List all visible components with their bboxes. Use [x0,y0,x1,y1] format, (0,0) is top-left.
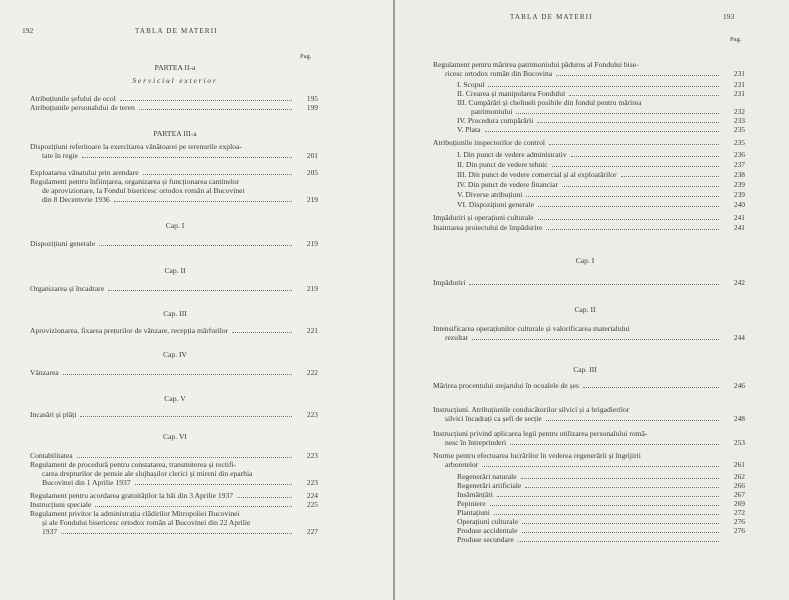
dot-leader [139,109,292,110]
toc-page-number: 232 [733,107,745,116]
dot-leader [522,532,719,533]
toc-entry-text: Insămânțări [457,490,493,499]
toc-entry-text: Regulament pentru acordarea gratuităților la băi din 3 Aprilie 1937 [30,491,234,500]
toc-page-number: 223 [306,451,318,460]
toc-page-number: 221 [306,326,318,335]
toc-entry-text: de aprovizionare, la Fondul bisericesc ortodox român al Bucovinei [42,186,245,195]
dot-leader [61,533,292,534]
toc-entry-text: patrimoniului [471,107,513,116]
dot-leader [549,144,719,145]
toc-entry-text: V. Plata [457,125,481,134]
dot-leader [143,174,292,175]
dot-leader [621,176,719,177]
toc-entry-text: și ale Fondului bisericesc ortodox român al Bucovinei din 22 Aprilie [42,518,251,527]
dot-leader [490,505,719,506]
toc-entry-text: Mărirea procentului stejarului în ocoalele de șes [433,381,579,390]
toc-entry-text: Produse accidentale [457,526,518,535]
dot-leader [108,290,292,291]
toc-entry-text: din 8 Decemvrie 1936 [42,195,110,204]
dot-leader [510,444,719,445]
dot-leader [538,219,719,220]
toc-entry-text: V. Diverse atribuțiuni [457,190,523,199]
toc-page-number: 219 [306,284,318,293]
toc-entry-text: Regenerări naturale [457,472,517,481]
toc-page-number: 231 [733,69,745,78]
toc-entry-text: Plantațiuni [457,508,490,517]
toc-entry-text: Contabilitatea [30,451,73,460]
toc-page-number: 241 [733,213,745,222]
dot-leader [120,100,292,101]
toc-page-number: 195 [306,94,318,103]
toc-page-number: 239 [733,190,745,199]
toc-page-number: 238 [733,170,745,179]
toc-entry-text: tate în regie [42,151,78,160]
chapter-title: Cap. I [165,221,185,230]
toc-entry-text: Regulament privitor la administrația clădirilor Mitropoliei Bucovinei [30,509,240,518]
dot-leader [482,466,719,467]
toc-entry-text: III. Cumpărări și cheltueli posibile din fondul pentru mărirea [457,98,642,107]
toc-entry-text: Dispozițiuni referitoare la exercitarea vânătoarei pe terenurile exploa- [30,142,242,151]
toc-page-number: 231 [733,80,745,89]
toc-entry-text: Pepiniere [457,499,486,508]
toc-page-number: 231 [733,89,745,98]
toc-entry-text: Operațiuni culturale [457,517,518,526]
toc-entry-text: Atribuțiunile șefului de ocol [30,94,116,103]
dot-leader [95,506,292,507]
dot-leader [135,484,292,485]
toc-entry-text: Instrucțiuni speciale [30,500,92,509]
toc-entry-text: Atribuțiunile inspectorilor de control [433,138,545,147]
toc-page-number: 246 [733,381,745,390]
toc-entry-text: arboretelor [445,460,479,469]
chapter-title: Cap. I [575,256,595,265]
dot-leader [232,332,292,333]
toc-entry-text: Intensificarea operațiunilor culturale și valorificarea materialului [433,324,630,333]
toc-entry-text: IV. Din punct de vedere financiar [457,180,559,189]
dot-leader [569,95,719,96]
toc-page-number: 272 [733,508,745,517]
toc-page-number: 222 [306,368,318,377]
toc-page-number: 219 [306,195,318,204]
toc-page-number: 241 [733,223,745,232]
toc-page-number: 201 [306,151,318,160]
toc-page-number: 224 [306,491,318,500]
toc-entry-text: Instrucțiuni privind aplicarea legii pentru utilizarea personalului româ- [433,429,648,438]
dot-leader [485,131,720,132]
toc-entry-text: carea drepturilor de pensie ale slujbașilor clerici și mireni din eparhia [42,469,253,478]
dot-leader [63,374,292,375]
toc-entry-text: Bucovinei din 1 Aprilie 1937 [42,478,131,487]
toc-entry-text: Vânzarea [30,368,59,377]
dot-leader [552,166,719,167]
toc-entry-text: IV. Procedura cumpărării [457,116,534,125]
toc-page-number: 199 [306,103,318,112]
toc-page-number: 236 [733,150,745,159]
toc-entry-text: I. Scopul [457,80,485,89]
chapter-title: Cap. V [164,394,186,403]
toc-entry-text: Regenerări artificiale [457,481,522,490]
toc-entry-text: silvici încadrați ca șefi de secție [445,414,542,423]
chapter-title: Cap. VI [163,432,187,441]
dot-leader [562,186,719,187]
dot-leader [99,245,292,246]
left-page [0,0,393,600]
toc-page-number: 276 [733,526,745,535]
toc-entry-text: Impăduriri [433,278,466,287]
toc-entry-text: II. Din punct de vedere tehnic [457,160,548,169]
chapter-title: Cap. II [164,266,186,275]
dot-leader [469,284,719,285]
toc-page-number: 240 [733,200,745,209]
toc-entry-text: ricesc ortodox român din Bucovina [445,69,553,78]
toc-entry-text: III. Din punct de vedere comercial și al exploatărilor [457,170,617,179]
toc-entry-text: Impăduriri și operațiuni culturale [433,213,534,222]
running-header: TABLA DE MATERII [510,13,593,21]
toc-entry-text: Regulament pentru mărirea patrimoniului păduros al Fondului bise- [433,60,639,69]
dot-leader [494,514,719,515]
page-number: 193 [723,12,735,21]
toc-page-number: 233 [733,116,745,125]
dot-leader [546,420,719,421]
toc-entry-text: Regulament pentru înființarea, organizarea și funcționarea cantinelor [30,177,240,186]
toc-entry-text: Organizarea și încadrare [30,284,105,293]
dot-leader [546,229,719,230]
part-title: PARTEA II-a [154,63,196,72]
dot-leader [82,157,292,158]
toc-entry-text: nesc în întreprinderi [445,438,507,447]
toc-entry-text: Dispozițiuni generale [30,239,96,248]
toc-entry-text: Produse secundare [457,535,514,544]
toc-page-number: 276 [733,517,745,526]
toc-page-number: 269 [733,499,745,508]
running-header: TABLA DE MATERII [135,27,218,35]
toc-page-number: 253 [733,438,745,447]
toc-page-number: 261 [733,460,745,469]
dot-leader [526,196,719,197]
toc-page-number: 235 [733,125,745,134]
toc-entry-text: I. Din punct de vedere administrativ [457,150,567,159]
dot-leader [80,416,292,417]
toc-entry-text: 1937 [42,527,58,536]
toc-entry-text: Regulament de procedură pentru constatarea, transmiterea și rectifi- [30,460,237,469]
chapter-title: Cap. IV [162,350,188,359]
toc-page-number: 235 [733,138,745,147]
pag-label: Pag. [300,53,312,60]
part-title: PARTEA III-a [153,129,197,138]
dot-leader [237,497,292,498]
toc-entry-text: Atribuțiunile personalului de teren [30,103,135,112]
dot-leader [521,478,719,479]
toc-page-number: 239 [733,180,745,189]
dot-leader [522,523,719,524]
dot-leader [583,387,719,388]
toc-entry-text: Inaintarea proiectului de împădurire [433,223,543,232]
dot-leader [488,86,719,87]
toc-entry-text: Incasări și plăți [30,410,77,419]
toc-page-number: 205 [306,168,318,177]
dot-leader [556,75,719,76]
toc-entry-text: Aprovizionarea, fixarea prețurilor de vânzare, recepția mărfurilor [30,326,229,335]
toc-page-number: 262 [733,472,745,481]
dot-leader [472,339,719,340]
toc-page-number: 225 [306,500,318,509]
toc-page-number: 223 [306,410,318,419]
toc-page-number: 267 [733,490,745,499]
dot-leader [516,113,719,114]
dot-leader [114,201,292,202]
dot-leader [538,206,719,207]
dot-leader [537,122,719,123]
toc-entry-text: Norme pentru efectuarea lucrărilor în vederea regenerării și îngrijirii [433,451,641,460]
toc-page-number: 242 [733,278,745,287]
part-subtitle: Serviciul exterior [132,76,218,85]
dot-leader [77,457,292,458]
right-page [395,0,789,600]
chapter-title: Cap. III [573,365,597,374]
toc-entry-text: II. Crearea și manipularea Fondului [457,89,566,98]
toc-page-number: 266 [733,481,745,490]
toc-page-number: 219 [306,239,318,248]
toc-entry-text: VI. Dispozițiuni generale [457,200,534,209]
pag-label: Pag. [730,36,742,43]
page-number: 192 [22,26,34,35]
dot-leader [497,496,719,497]
toc-page-number: 244 [733,333,745,342]
toc-entry-text: Instrucțiuni. Atribuțiunile conducătorilor silvici și a brigadierilor [433,405,630,414]
chapter-title: Cap. III [163,309,187,318]
toc-page-number: 227 [306,527,318,536]
dot-leader [525,487,719,488]
toc-entry-text: Exploatarea vânatului prin arendare [30,168,139,177]
toc-page-number: 223 [306,478,318,487]
dot-leader [571,156,719,157]
toc-page-number: 248 [733,414,745,423]
dot-leader [518,541,719,542]
chapter-title: Cap. II [574,305,596,314]
toc-page-number: 237 [733,160,745,169]
toc-entry-text: rezultat [445,333,468,342]
